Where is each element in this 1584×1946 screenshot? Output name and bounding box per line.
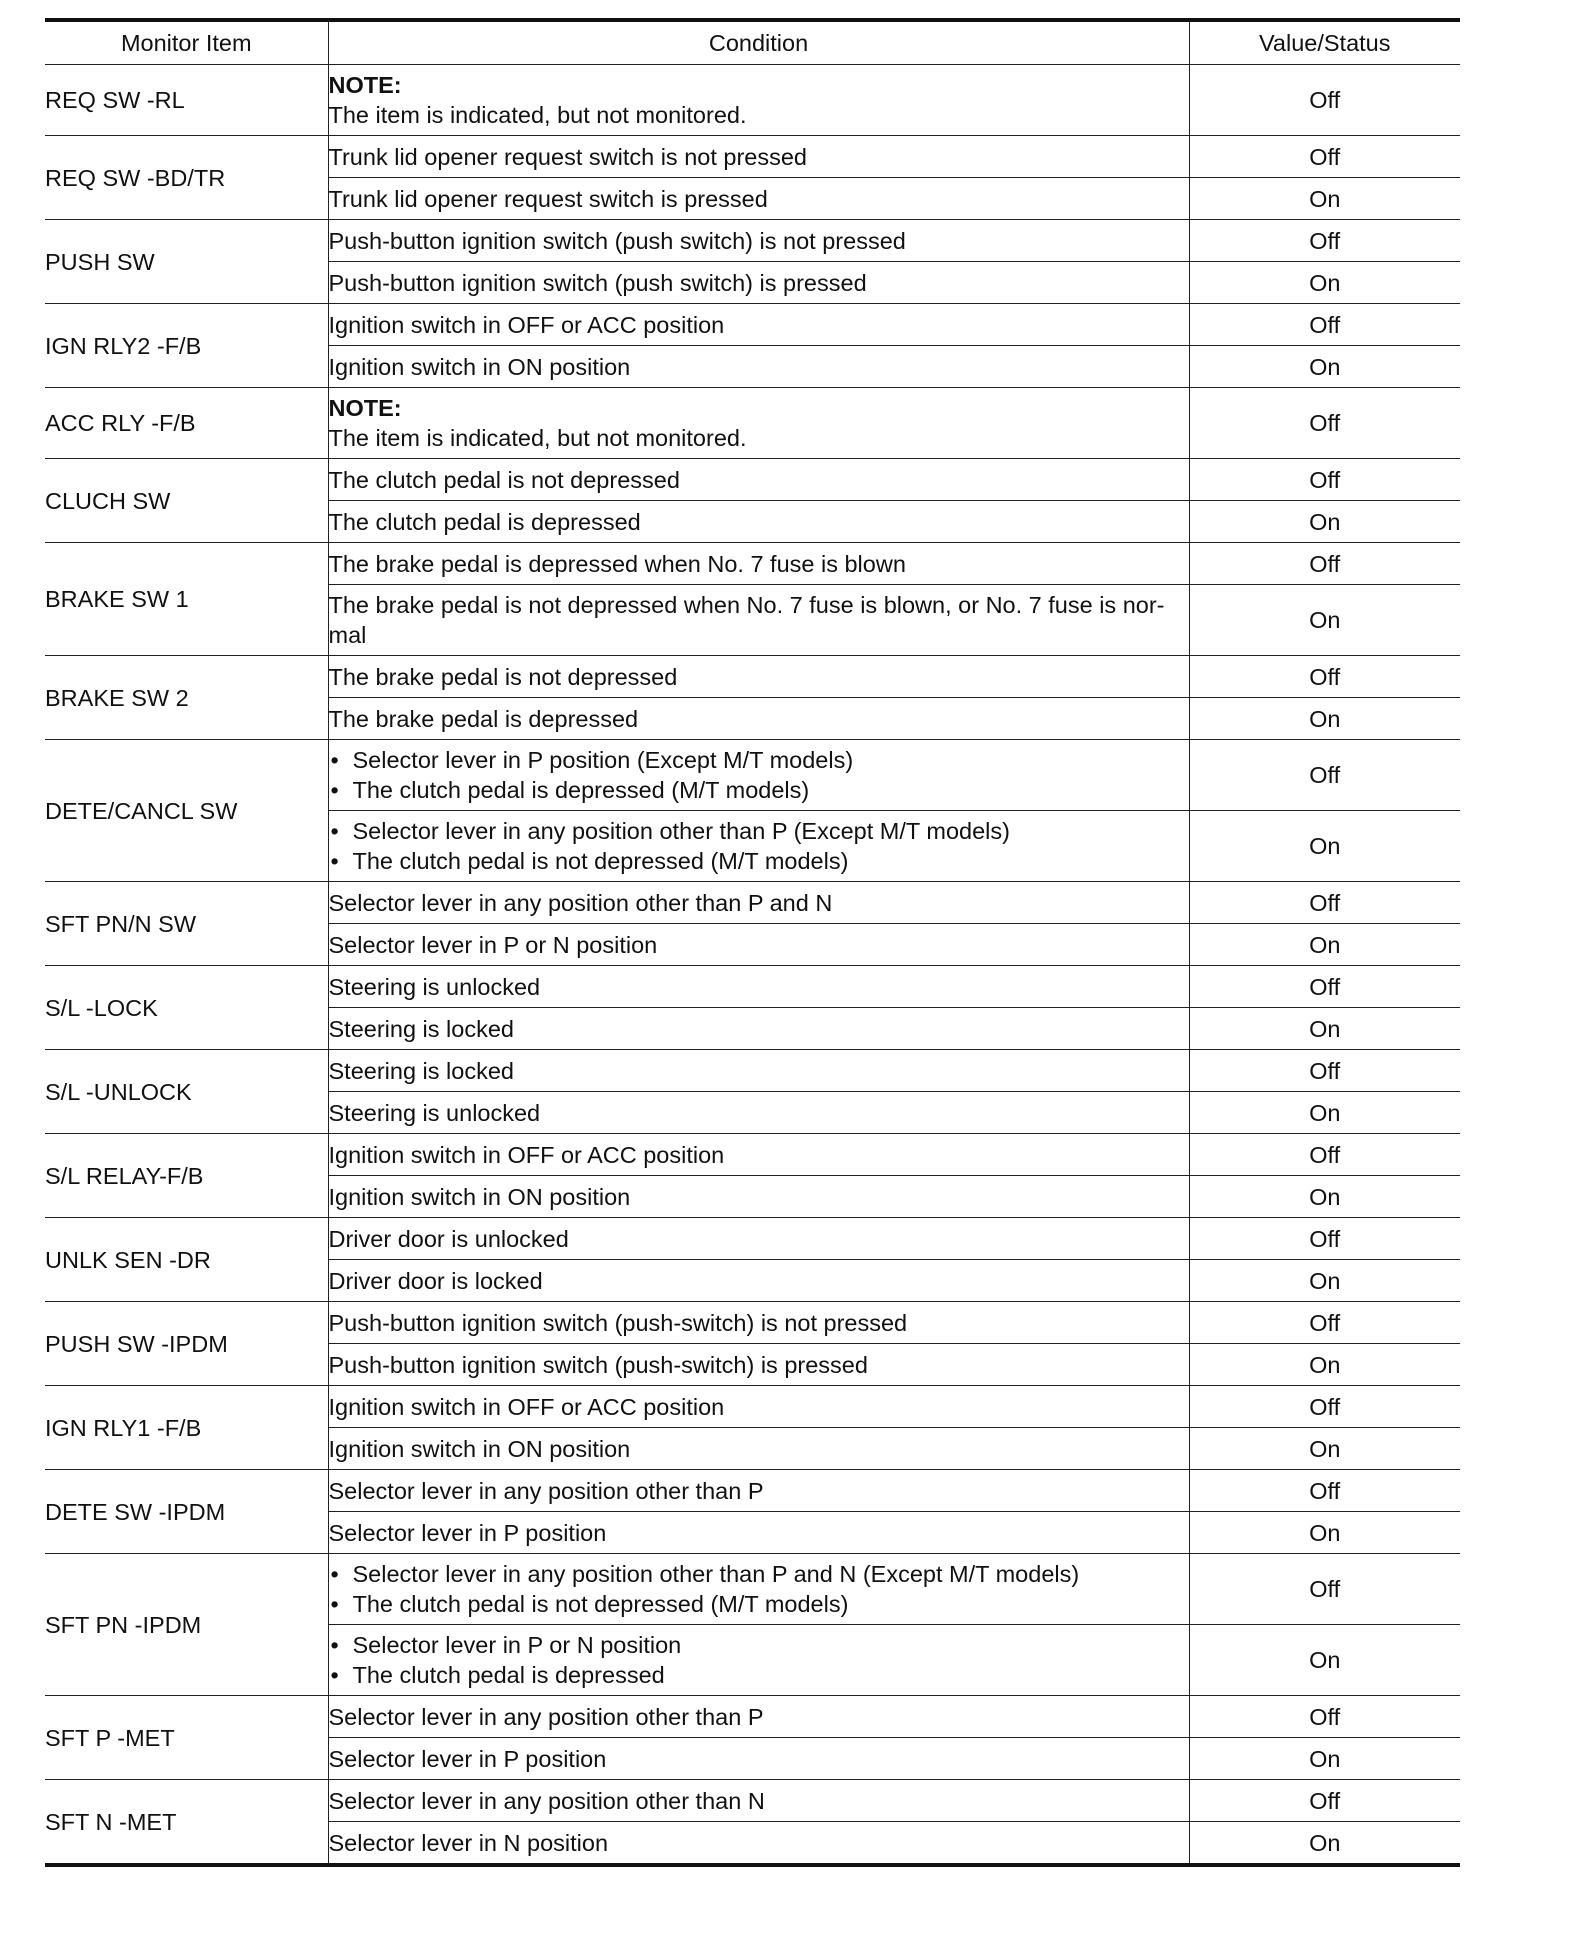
condition-text: Push-button ignition switch (push-switch) is not pressed xyxy=(328,1309,908,1336)
value-status-cell: Off xyxy=(1189,543,1460,585)
table-row xyxy=(45,1554,1460,1625)
condition-bullet-item: • The clutch pedal is not depressed (M/T models) xyxy=(329,846,1189,876)
condition-text: Steering is unlocked xyxy=(328,1099,541,1126)
table-row xyxy=(45,1050,1460,1092)
condition-text: Selector lever in any position other than P xyxy=(328,1703,764,1730)
condition-cell xyxy=(328,136,1189,178)
value-status-cell: Off xyxy=(1189,1780,1460,1822)
condition-text: Steering is unlocked xyxy=(328,973,541,1000)
value-status-cell: On xyxy=(1189,501,1460,543)
condition-text: The brake pedal is depressed when No. 7 fuse is blown xyxy=(328,550,906,577)
table-row xyxy=(45,1696,1460,1738)
monitor-item-name: S/L -LOCK xyxy=(45,966,328,1050)
condition-text: Selector lever in any position other than P and N xyxy=(328,889,833,916)
condition-cell xyxy=(328,1260,1189,1302)
table-row xyxy=(45,388,1460,459)
value-status-cell: Off xyxy=(1189,1696,1460,1738)
condition-bullet-item: • The clutch pedal is depressed (M/T models) xyxy=(329,775,1189,805)
condition-text: Ignition switch in ON position xyxy=(328,1435,631,1462)
value-status-cell: Off xyxy=(1189,1470,1460,1512)
monitor-item-name: SFT P -MET xyxy=(45,1696,328,1780)
value-status-cell: On xyxy=(1189,1008,1460,1050)
table-row xyxy=(45,1302,1460,1344)
table-row xyxy=(45,1386,1460,1428)
condition-bullet-item: • Selector lever in any position other than P and N (Except M/T models) xyxy=(329,1559,1189,1589)
monitor-item-name: BRAKE SW 1 xyxy=(45,543,328,656)
monitor-item-name: ACC RLY -F/B xyxy=(45,388,328,459)
value-status-cell: Off xyxy=(1189,136,1460,178)
value-status-cell: Off xyxy=(1189,65,1460,136)
condition-text: Push-button ignition switch (push switch) is not pressed xyxy=(328,227,906,254)
value-status-cell: On xyxy=(1189,924,1460,966)
value-status-cell: On xyxy=(1189,1344,1460,1386)
value-status-cell: On xyxy=(1189,1092,1460,1134)
table-row xyxy=(45,459,1460,501)
monitor-item-name: IGN RLY1 -F/B xyxy=(45,1386,328,1470)
condition-cell xyxy=(328,1176,1189,1218)
value-status-cell: On xyxy=(1189,1176,1460,1218)
condition-text: Driver door is locked xyxy=(328,1267,543,1294)
condition-text: Ignition switch in OFF or ACC position xyxy=(328,1141,725,1168)
monitor-item-name: REQ SW -BD/TR xyxy=(45,136,328,220)
condition-bullet-list xyxy=(329,745,1189,805)
condition-cell xyxy=(328,698,1189,740)
condition-bullet-item: • The clutch pedal is depressed xyxy=(329,1660,1189,1690)
value-status-cell: On xyxy=(1189,1260,1460,1302)
monitor-item-name: DETE/CANCL SW xyxy=(45,740,328,882)
table-row xyxy=(45,65,1460,136)
table-row xyxy=(45,304,1460,346)
value-status-cell: Off xyxy=(1189,740,1460,811)
table-row xyxy=(45,1780,1460,1822)
value-status-cell: On xyxy=(1189,346,1460,388)
monitor-item-name: S/L -UNLOCK xyxy=(45,1050,328,1134)
condition-text: Selector lever in P position xyxy=(328,1519,607,1546)
monitor-item-name: REQ SW -RL xyxy=(45,65,328,136)
table-row xyxy=(45,656,1460,698)
value-status-cell: On xyxy=(1189,1738,1460,1780)
monitor-item-name: IGN RLY2 -F/B xyxy=(45,304,328,388)
condition-text: Selector lever in N position xyxy=(328,1829,609,1856)
condition-cell xyxy=(328,811,1189,882)
condition-cell xyxy=(328,65,1189,136)
monitor-item-name: DETE SW -IPDM xyxy=(45,1470,328,1554)
condition-cell xyxy=(328,966,1189,1008)
condition-text: Steering is locked xyxy=(328,1015,514,1042)
header-monitor-item: Monitor Item xyxy=(45,20,328,65)
monitor-item-name: BRAKE SW 2 xyxy=(45,656,328,740)
condition-text: Selector lever in P position xyxy=(328,1745,607,1772)
condition-cell xyxy=(328,1386,1189,1428)
table-row xyxy=(45,220,1460,262)
condition-text: Ignition switch in OFF or ACC position xyxy=(328,1393,725,1420)
condition-cell xyxy=(328,1344,1189,1386)
condition-cell xyxy=(328,220,1189,262)
monitor-item-name: CLUCH SW xyxy=(45,459,328,543)
condition-bullet-list xyxy=(329,1630,1189,1690)
condition-text: The clutch pedal is depressed xyxy=(328,508,641,535)
condition-bullet-item: • Selector lever in P position (Except M/T models) xyxy=(329,745,1189,775)
condition-cell xyxy=(328,1092,1189,1134)
condition-text: Selector lever in any position other than N xyxy=(328,1787,765,1814)
condition-bullet-item: • The clutch pedal is not depressed (M/T models) xyxy=(329,1589,1189,1619)
condition-text: Driver door is unlocked xyxy=(328,1225,569,1252)
condition-bullet-item: • Selector lever in any position other than P (Except M/T models) xyxy=(329,816,1189,846)
header-condition: Condition xyxy=(328,20,1189,65)
note-title: NOTE: xyxy=(328,395,402,421)
table-row xyxy=(45,740,1460,811)
condition-cell xyxy=(328,1008,1189,1050)
table-row xyxy=(45,136,1460,178)
condition-text: The brake pedal is not depressed xyxy=(328,663,678,690)
condition-text: The brake pedal is not depressed when No. 7 fuse is blown, or No. 7 fuse is nor-mal xyxy=(328,592,1165,648)
monitor-item-name: PUSH SW -IPDM xyxy=(45,1302,328,1386)
condition-text: Trunk lid opener request switch is pressed xyxy=(328,185,768,212)
condition-cell xyxy=(328,1470,1189,1512)
condition-text: Trunk lid opener request switch is not pressed xyxy=(328,143,808,170)
value-status-cell: On xyxy=(1189,1625,1460,1696)
condition-cell xyxy=(328,1780,1189,1822)
condition-cell xyxy=(328,924,1189,966)
value-status-cell: On xyxy=(1189,1822,1460,1866)
condition-cell xyxy=(328,1428,1189,1470)
table-row xyxy=(45,543,1460,585)
condition-text: Push-button ignition switch (push switch) is pressed xyxy=(328,269,867,296)
value-status-cell: Off xyxy=(1189,1386,1460,1428)
condition-text: Selector lever in P or N position xyxy=(328,931,658,958)
value-status-cell: Off xyxy=(1189,1554,1460,1625)
condition-bullet-item: • Selector lever in P or N position xyxy=(329,1630,1189,1660)
value-status-cell: Off xyxy=(1189,1302,1460,1344)
condition-cell xyxy=(328,585,1189,656)
condition-bullet-list xyxy=(329,816,1189,876)
condition-cell xyxy=(328,262,1189,304)
table-row xyxy=(45,1134,1460,1176)
table-row xyxy=(45,1470,1460,1512)
condition-text: Ignition switch in OFF or ACC position xyxy=(328,311,725,338)
condition-cell xyxy=(328,178,1189,220)
monitor-item-name: SFT PN -IPDM xyxy=(45,1554,328,1696)
value-status-cell: On xyxy=(1189,811,1460,882)
value-status-cell: Off xyxy=(1189,388,1460,459)
table-row xyxy=(45,882,1460,924)
table-body xyxy=(45,65,1460,1866)
condition-bullet-list xyxy=(329,1559,1189,1619)
monitor-item-name: SFT N -MET xyxy=(45,1780,328,1866)
value-status-cell: On xyxy=(1189,1428,1460,1470)
condition-cell xyxy=(328,656,1189,698)
condition-text: Push-button ignition switch (push-switch) is pressed xyxy=(328,1351,868,1378)
condition-cell xyxy=(328,543,1189,585)
value-status-cell: On xyxy=(1189,178,1460,220)
value-status-cell: On xyxy=(1189,585,1460,656)
condition-cell xyxy=(328,1822,1189,1866)
condition-text: The clutch pedal is not depressed xyxy=(328,466,680,493)
monitor-item-name: SFT PN/N SW xyxy=(45,882,328,966)
value-status-cell: Off xyxy=(1189,966,1460,1008)
condition-cell xyxy=(328,346,1189,388)
condition-cell xyxy=(328,304,1189,346)
condition-text: Selector lever in any position other than P xyxy=(328,1477,764,1504)
condition-cell xyxy=(328,740,1189,811)
condition-cell xyxy=(328,1696,1189,1738)
condition-cell xyxy=(328,1512,1189,1554)
condition-cell xyxy=(328,1738,1189,1780)
note-title: NOTE: xyxy=(328,72,402,98)
condition-text: The brake pedal is depressed xyxy=(328,705,639,732)
condition-cell xyxy=(328,1625,1189,1696)
header-value-status: Value/Status xyxy=(1189,20,1460,65)
value-status-cell: Off xyxy=(1189,882,1460,924)
note-text: The item is indicated, but not monitored. xyxy=(328,425,747,451)
value-status-cell: Off xyxy=(1189,304,1460,346)
value-status-cell: Off xyxy=(1189,1134,1460,1176)
condition-cell xyxy=(328,501,1189,543)
condition-text: Steering is locked xyxy=(328,1057,514,1084)
condition-text: Ignition switch in ON position xyxy=(328,353,631,380)
value-status-cell: On xyxy=(1189,698,1460,740)
value-status-cell: Off xyxy=(1189,459,1460,501)
condition-cell xyxy=(328,1302,1189,1344)
document-page xyxy=(45,18,1460,1867)
monitor-table xyxy=(45,18,1460,1867)
value-status-cell: Off xyxy=(1189,1218,1460,1260)
note-text: The item is indicated, but not monitored. xyxy=(328,102,747,128)
condition-text: Ignition switch in ON position xyxy=(328,1183,631,1210)
table-row xyxy=(45,966,1460,1008)
condition-cell xyxy=(328,1554,1189,1625)
monitor-item-name: PUSH SW xyxy=(45,220,328,304)
condition-cell xyxy=(328,1050,1189,1092)
value-status-cell: Off xyxy=(1189,1050,1460,1092)
condition-cell xyxy=(328,459,1189,501)
condition-cell xyxy=(328,1134,1189,1176)
monitor-item-name: UNLK SEN -DR xyxy=(45,1218,328,1302)
table-row xyxy=(45,1218,1460,1260)
condition-cell xyxy=(328,388,1189,459)
table-header-row xyxy=(45,20,1460,65)
value-status-cell: On xyxy=(1189,262,1460,304)
monitor-item-name: S/L RELAY-F/B xyxy=(45,1134,328,1218)
value-status-cell: Off xyxy=(1189,220,1460,262)
condition-cell xyxy=(328,882,1189,924)
condition-cell xyxy=(328,1218,1189,1260)
value-status-cell: On xyxy=(1189,1512,1460,1554)
value-status-cell: Off xyxy=(1189,656,1460,698)
